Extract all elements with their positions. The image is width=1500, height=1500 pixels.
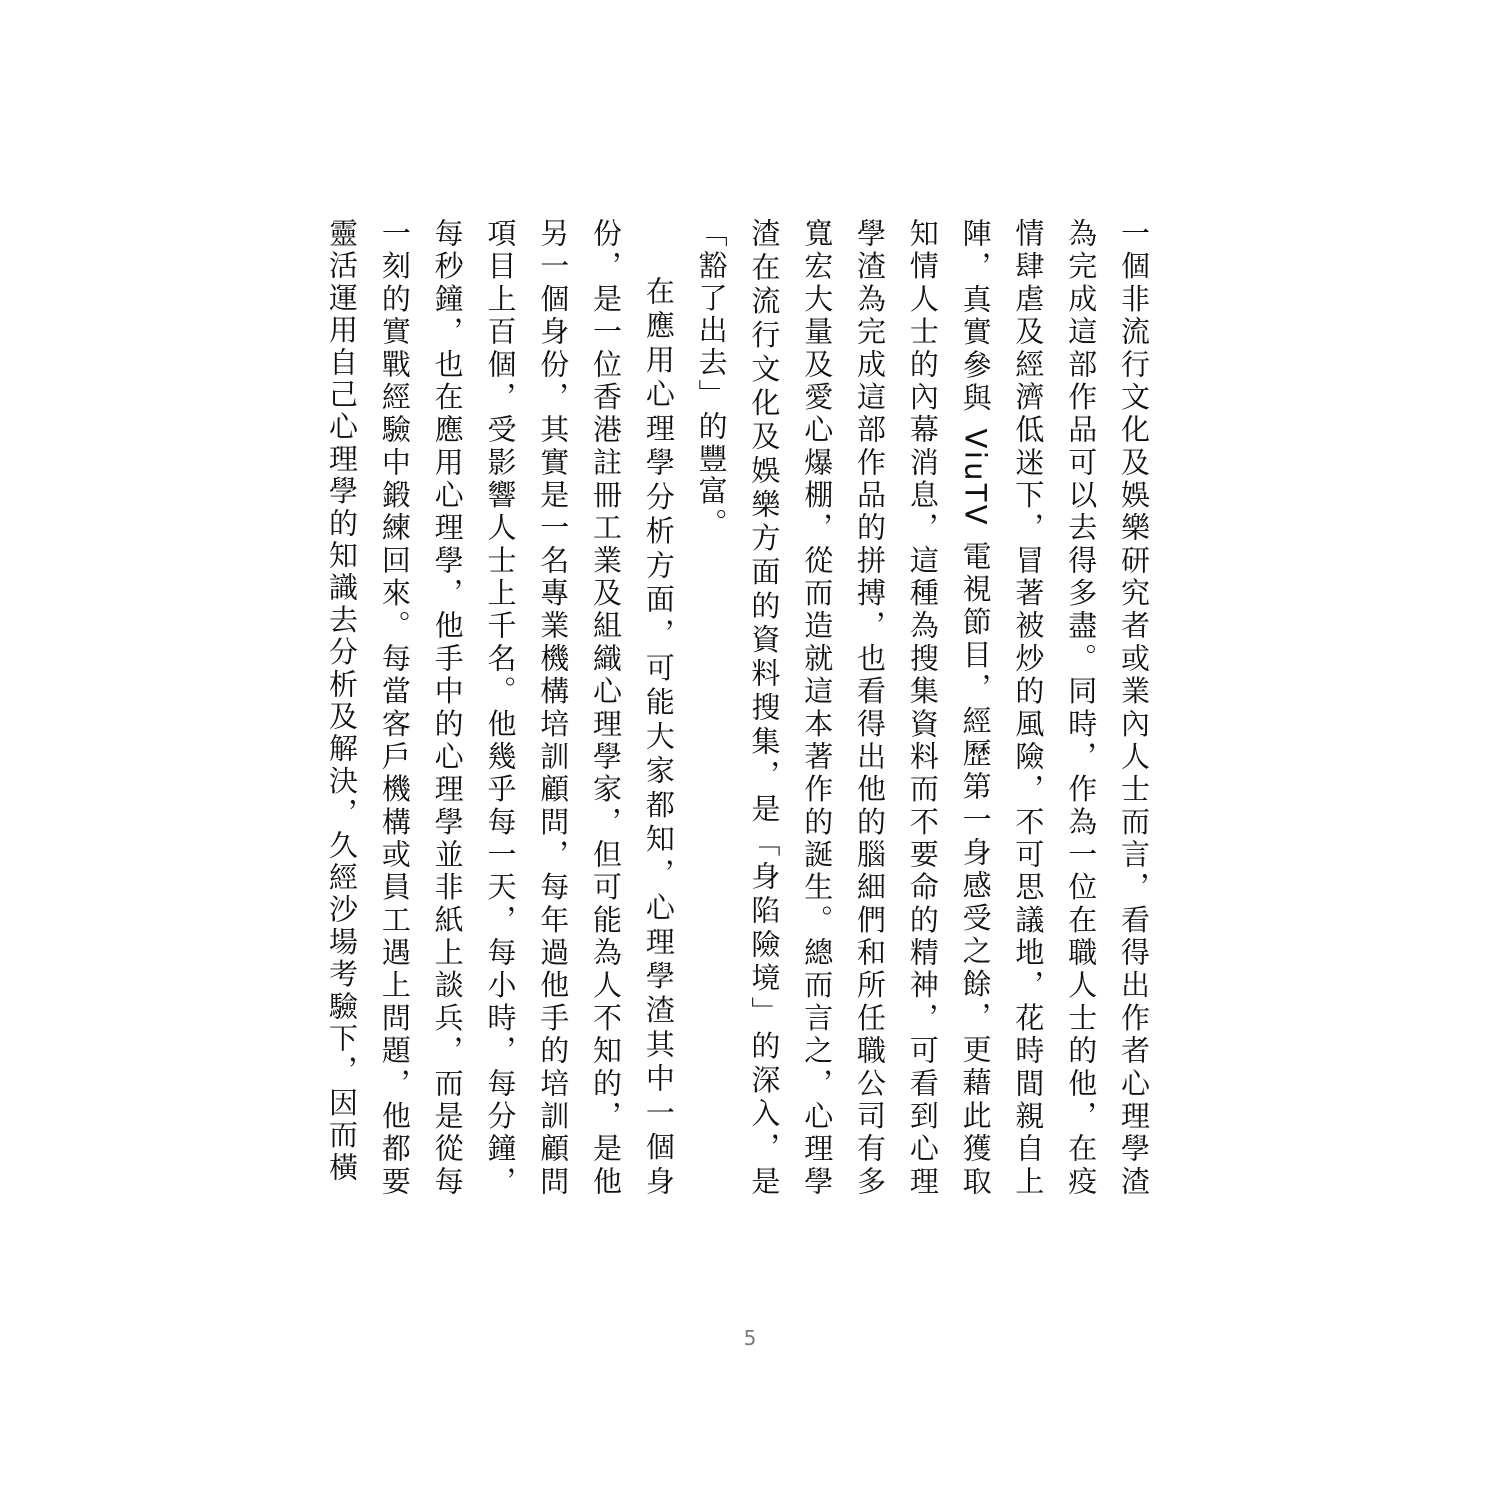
body-text (325, 218, 1160, 1198)
page-number: 5 (743, 1326, 757, 1350)
paragraph-1: 一個非流行文化及娛樂研究者或業內人士而言，看得出作者心理學渣為完成這部作品可以去得多盡。同時，作為一位在職人士的他，在疫情肆虐及經濟低迷下，冒著被炒的風險，不可思議地，花時間親自上陣，真實參與 ViuTV 電視節目，經歷第一身感受之餘，更藉此獲取知情人士的內幕消息，這種為搜集資料而不要命的精神，可看到心理學渣為完成這部作品的拼搏，也看得出他的腦細們和所任職公司有多寬宏大量及愛心爆棚，從而造就這本著作的誕生。總而言之，心理學渣在流行文化及娛樂方面的資料搜集，是「身陷險境」的深入，是「豁了出去」的豐富。 (694, 218, 1151, 1198)
paragraph-2: 在應用心理學分析方面，可能大家都知，心理學渣其中一個身份，是一位香港註冊工業及組織心理學家，但可能為人不知的，是他另一個身份，其實是一名專業機構培訓顧問，每年過他手的培訓顧問項目上百個，受影響人士上千名。他幾乎每一天，每小時，每分鐘，每秒鐘，也在應用心理學，他手中的心理學並非紙上談兵，而是從每一刻的實戰經驗中鍛練回來。每當客戶機構或員工遇上問題，他都要靈活運用自己心理學的知識去分析及解決，久經沙場考驗下，因而橫 (325, 218, 676, 1198)
